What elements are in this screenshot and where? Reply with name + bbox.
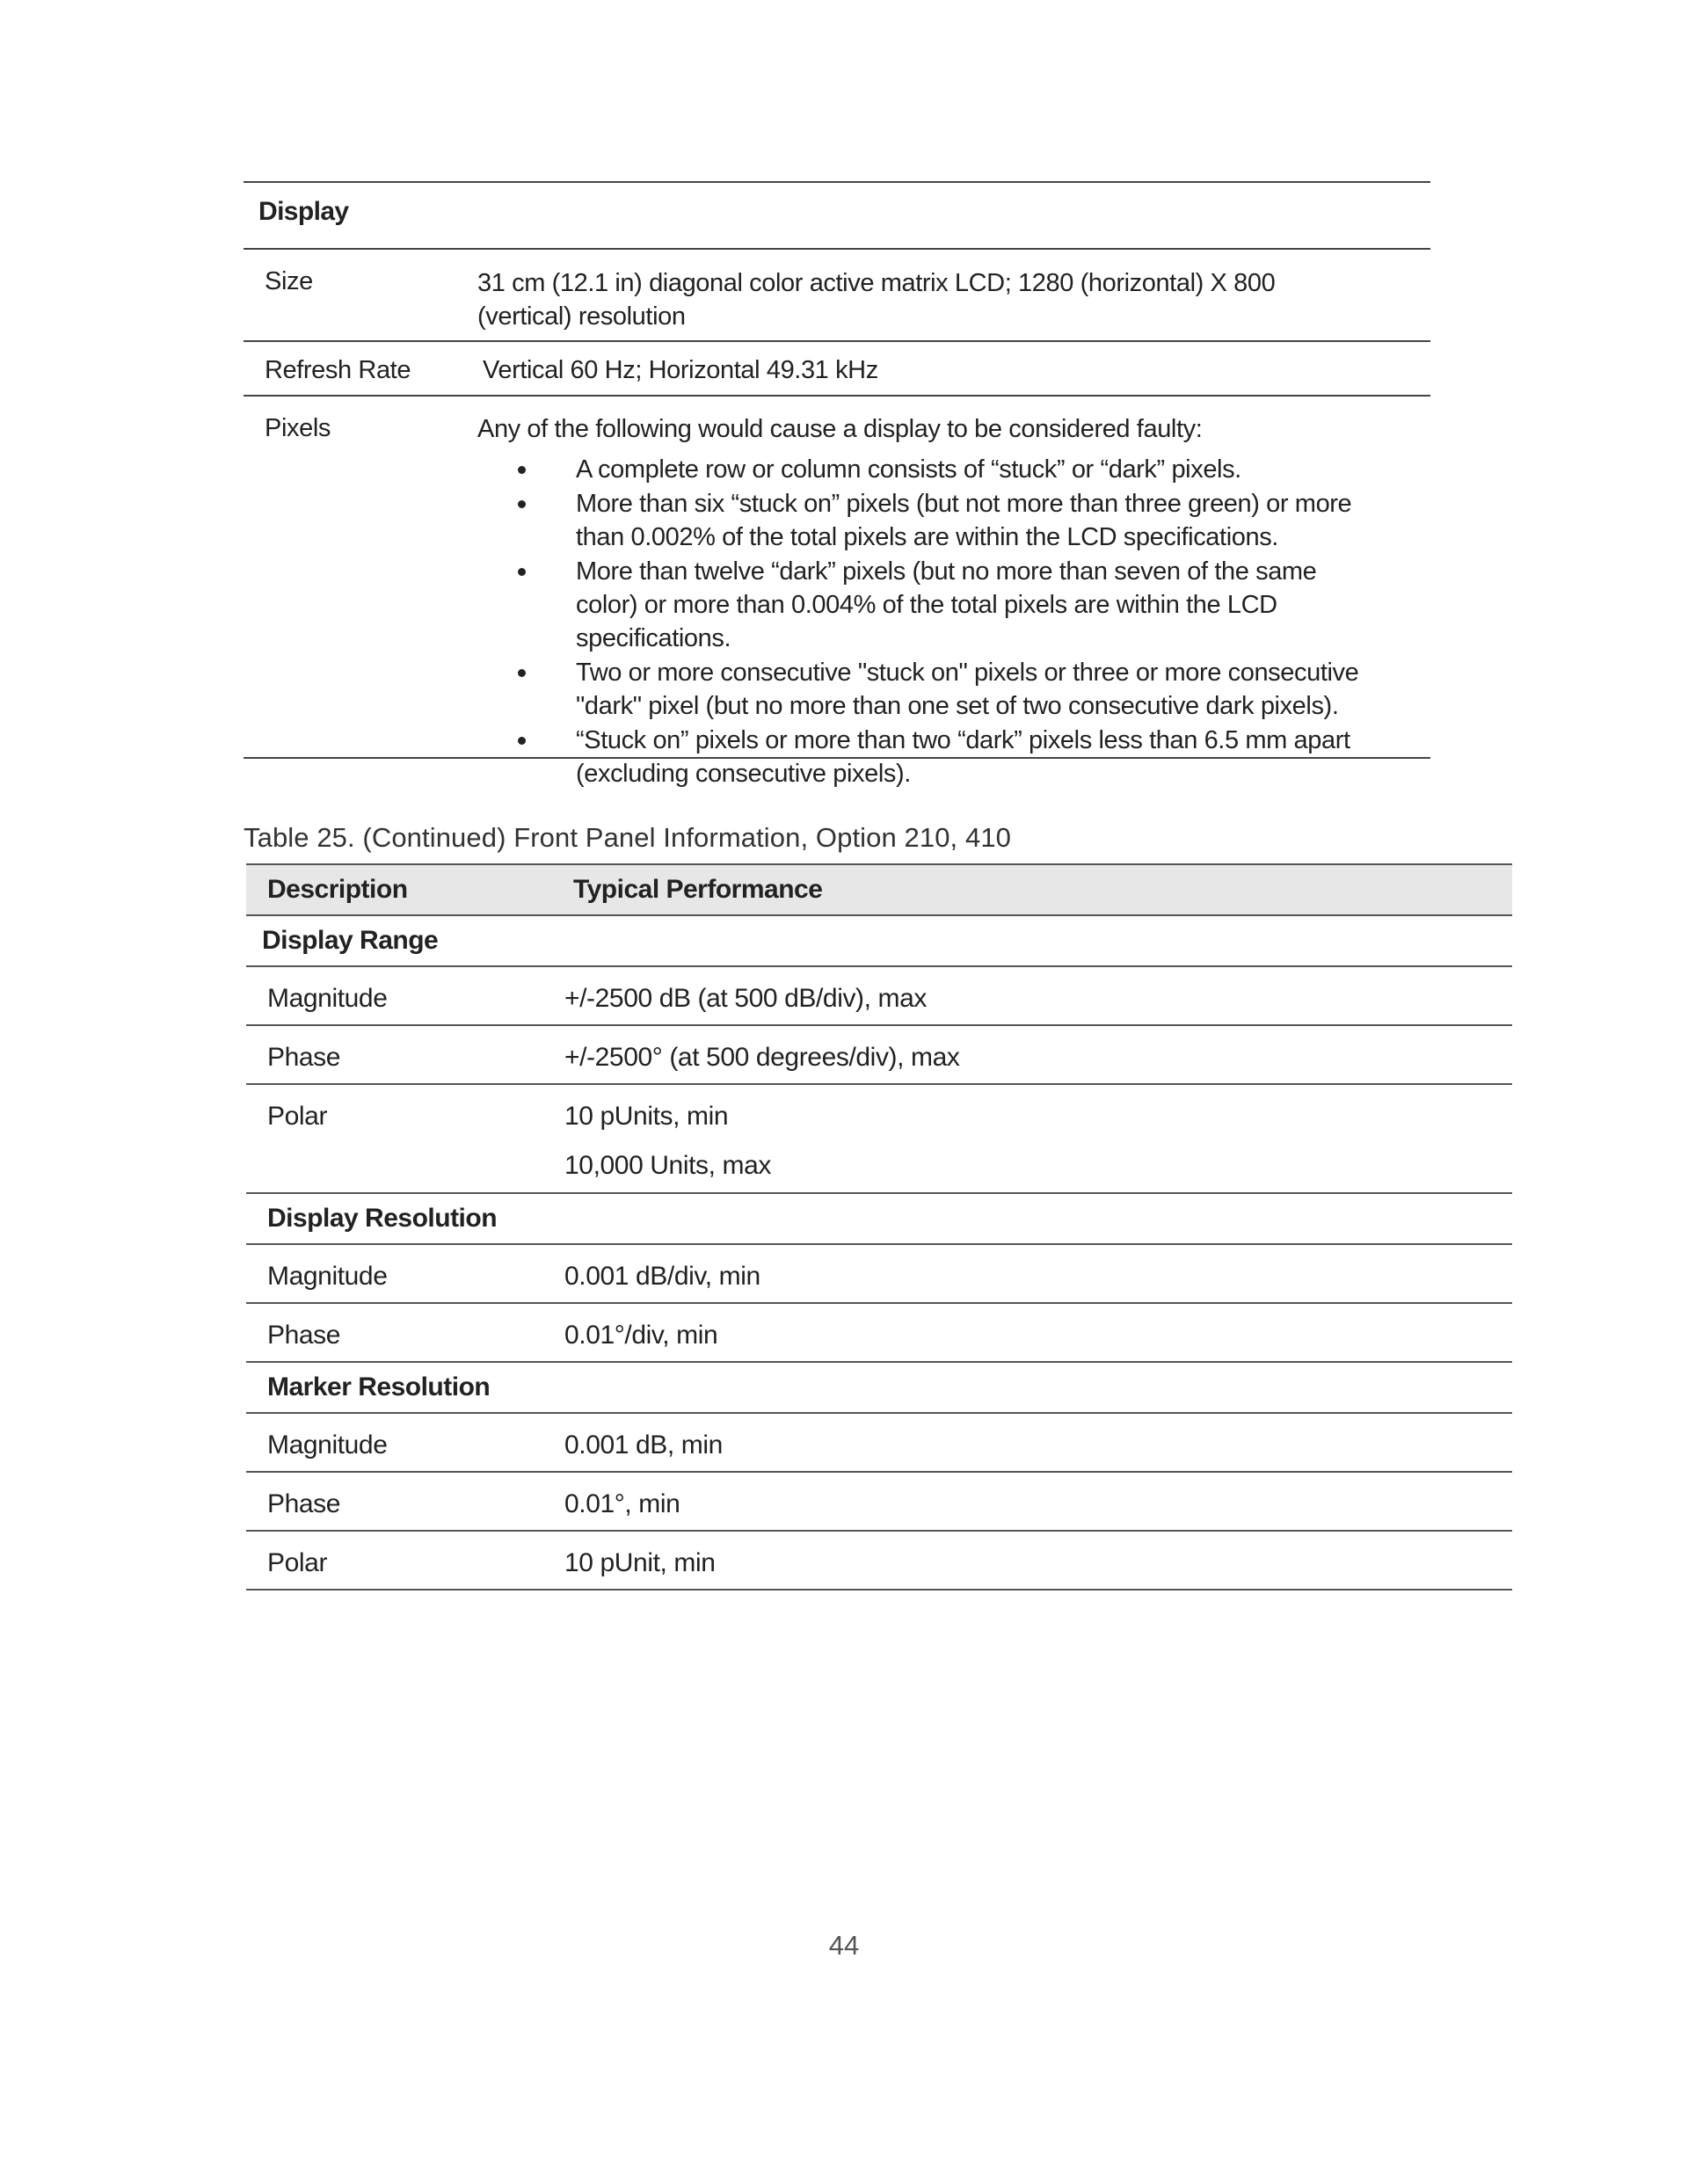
group-row-display-resolution (246, 1194, 1512, 1245)
group-title: Marker Resolution (267, 1372, 491, 1401)
list-item (483, 724, 1379, 790)
list-item (483, 656, 1379, 723)
row-value: 10 pUnit, min (564, 1548, 716, 1577)
front-panel-info-table (246, 863, 1512, 1591)
column-header-description: Description (267, 875, 408, 904)
table-row-refresh-rate (244, 342, 1430, 397)
row-value-min: 10 pUnits, min (564, 1102, 729, 1131)
list-item (483, 487, 1379, 554)
row-label: Phase (267, 1489, 341, 1518)
table-row (246, 967, 1512, 1026)
bullet-icon (518, 500, 526, 508)
pixels-intro-text: Any of the following would cause a display to be considered faulty: (477, 415, 1203, 443)
row-label: Magnitude (267, 984, 388, 1013)
list-item-text: More than twelve “dark” pixels (but no more than seven of the same color) or more than 0.004% of the total pixels are within the LCD specifications. (576, 557, 1317, 652)
table-header-row (246, 863, 1512, 916)
row-value: +/-2500 dB (at 500 dB/div), max (564, 984, 927, 1013)
row-label: Magnitude (267, 1262, 388, 1291)
row-value: 0.01°, min (564, 1489, 680, 1518)
row-label-refresh-rate: Refresh Rate (265, 356, 411, 384)
table-row (246, 1304, 1512, 1363)
row-label: Polar (267, 1548, 328, 1577)
table-row (246, 1414, 1512, 1473)
list-item (483, 453, 1379, 486)
list-item-text: A complete row or column consists of “stuck” or “dark” pixels. (576, 455, 1241, 484)
row-value-max: 10,000 Units, max (564, 1151, 771, 1180)
row-label-pixels: Pixels (265, 414, 331, 442)
group-title: Display Resolution (267, 1204, 498, 1233)
row-value: 0.001 dB/div, min (564, 1262, 760, 1291)
group-title: Display Range (262, 926, 439, 955)
group-row-marker-resolution (246, 1363, 1512, 1414)
list-item-text: Two or more consecutive "stuck on" pixels or three or more consecutive "dark" pixel (but no more than one set of two consecutive dark pixels). (576, 659, 1359, 720)
bullet-icon (518, 737, 526, 745)
group-row-display-range (246, 916, 1512, 967)
row-value: 0.001 dB, min (564, 1431, 723, 1460)
table-row-size (244, 250, 1430, 342)
row-value: 0.01°/div, min (564, 1321, 718, 1350)
page-number: 44 (828, 1930, 860, 1961)
table-row (246, 1026, 1512, 1085)
table-row (246, 1473, 1512, 1532)
bullet-icon (518, 669, 526, 677)
row-value-size: 31 cm (12.1 in) diagonal color active matrix LCD; 1280 (horizontal) X 800 (vertical) resolution (477, 269, 1276, 331)
row-label: Magnitude (267, 1431, 388, 1460)
display-section-heading-row (244, 183, 1430, 250)
table-row (246, 1532, 1512, 1591)
display-spec-table (244, 181, 1430, 788)
list-item-text: More than six “stuck on” pixels (but not more than three green) or more than 0.002% of the total pixels are within the LCD specifications. (576, 490, 1352, 551)
bullet-icon (518, 466, 526, 474)
table-row (246, 1245, 1512, 1304)
row-value-refresh-rate: Vertical 60 Hz; Horizontal 49.31 kHz (483, 356, 878, 384)
display-section-heading: Display (258, 197, 349, 226)
table-row (246, 1085, 1512, 1194)
column-header-typical-performance: Typical Performance (573, 875, 823, 904)
row-label-size: Size (265, 267, 313, 295)
faulty-pixel-criteria-list (483, 453, 1379, 791)
table-row-pixels (244, 397, 1430, 788)
row-value: +/-2500° (at 500 degrees/div), max (564, 1043, 960, 1072)
row-label: Polar (267, 1102, 328, 1131)
table-caption: Table 25. (Continued) Front Panel Information, Option 210, 410 (244, 822, 1012, 853)
bullet-icon (518, 568, 526, 576)
list-item (483, 555, 1379, 655)
row-label: Phase (267, 1321, 341, 1350)
row-label: Phase (267, 1043, 341, 1072)
list-item-text: “Stuck on” pixels or more than two “dark” pixels less than 6.5 mm apart (excluding consecutive pixels). (576, 726, 1350, 788)
